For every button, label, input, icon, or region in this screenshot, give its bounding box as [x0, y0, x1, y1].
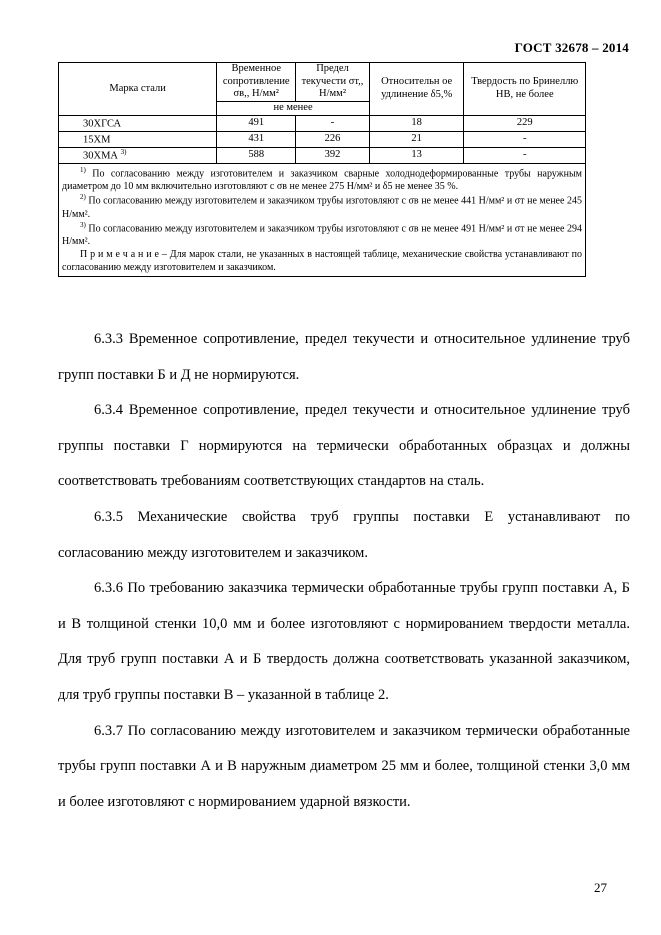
body-text	[58, 322, 630, 820]
cell-tensile: 491	[217, 115, 296, 131]
cell-grade: 30ХМА $^{3)}$	[59, 147, 217, 163]
cell-yield: -	[296, 115, 370, 131]
paragraph-6-3-6: 6.3.6 По требованию заказчика термически обработанные трубы групп поставки А, Б и В толщиной стенки 10,0 мм и более изготовляют с нормированием твердости металла. Для труб групп поставки А и Б твердость должна соответствовать указанной заказчиком, для труб группы поставки В – указанной в таблице 2.	[58, 580, 630, 703]
cell-yield: 226	[296, 131, 370, 147]
cell-tensile: 588	[217, 147, 296, 163]
cell-grade: 15ХМ	[59, 131, 217, 147]
table-row	[59, 115, 585, 131]
footnote-2: $^{2)}$ По согласованию между изготовителем и заказчиком трубы изготовляют с σв не менее 441 Н/мм² и σт не менее 245 Н/мм².	[62, 193, 582, 220]
cell-elongation: 18	[369, 115, 464, 131]
header-yield-strength: Предел текучести σт,, Н/мм²	[296, 63, 370, 101]
cell-tensile: 431	[217, 131, 296, 147]
paragraph-6-3-4: 6.3.4 Временное сопротивление, предел текучести и относительное удлинение труб группы поставки Г нормируются на термически обработанных образцах и должны соответствовать требованиям соответствующих стандартов на сталь.	[58, 402, 630, 490]
document-id-header: ГОСТ 32678 – 2014	[514, 40, 629, 55]
cell-hardness: 229	[464, 115, 585, 131]
header-elongation: Относительн ое удлинение δ5,%	[369, 63, 464, 115]
header-hardness: Твердость по Бринеллю НВ, не более	[464, 63, 585, 115]
header-tensile-strength: Временное сопротивление σв,, Н/мм²	[217, 63, 296, 101]
paragraph-6-3-5: 6.3.5 Механические свойства труб группы поставки Е устанавливают по согласованию между изготовителем и заказчиком.	[58, 508, 630, 561]
page-number: 27	[594, 880, 607, 895]
cell-grade: 30ХГСА	[59, 115, 217, 131]
cell-elongation: 13	[369, 147, 464, 163]
header-steel-grade: Марка стали	[59, 63, 217, 115]
footnote-3: $^{3)}$ По согласованию между изготовителем и заказчиком трубы изготовляют с σв не менее 491 Н/мм² и σт не менее 294 Н/мм².	[62, 220, 582, 248]
header-min-note: не менее	[217, 101, 370, 115]
table-footnotes	[59, 164, 585, 276]
paragraph-6-3-3: 6.3.3 Временное сопротивление, предел текучести и относительное удлинение труб групп поставки Б и Д не нормируются.	[58, 331, 630, 383]
cell-elongation: 21	[369, 131, 464, 147]
cell-hardness: -	[464, 147, 585, 163]
table-row	[59, 147, 585, 163]
paragraph-6-3-7: 6.3.7 По согласованию между изготовителем и заказчиком термически обработанные трубы групп поставки А и В наружным диаметром 25 мм и более, толщиной стенки 3,0 мм и более изготовляют с нормированием ударной вязкости.	[58, 722, 630, 810]
table-note: П р и м е ч а н и е – Для марок стали, не указанных в настоящей таблице, механические свойства устанавливают по согласованию между изготовителем и заказчиком.	[62, 249, 582, 274]
cell-yield: 392	[296, 147, 370, 163]
cell-hardness: -	[464, 131, 585, 147]
footnote-1: $^{1)}$ По согласованию между изготовителем и заказчиком сварные холоднодеформированные трубы наружным диаметром до 10 мм включительно изготовляют с σв не менее 275 Н/мм² и δ5 не менее 35 %.	[62, 166, 582, 193]
table-row	[59, 131, 585, 147]
mechanical-properties-table	[58, 62, 586, 277]
